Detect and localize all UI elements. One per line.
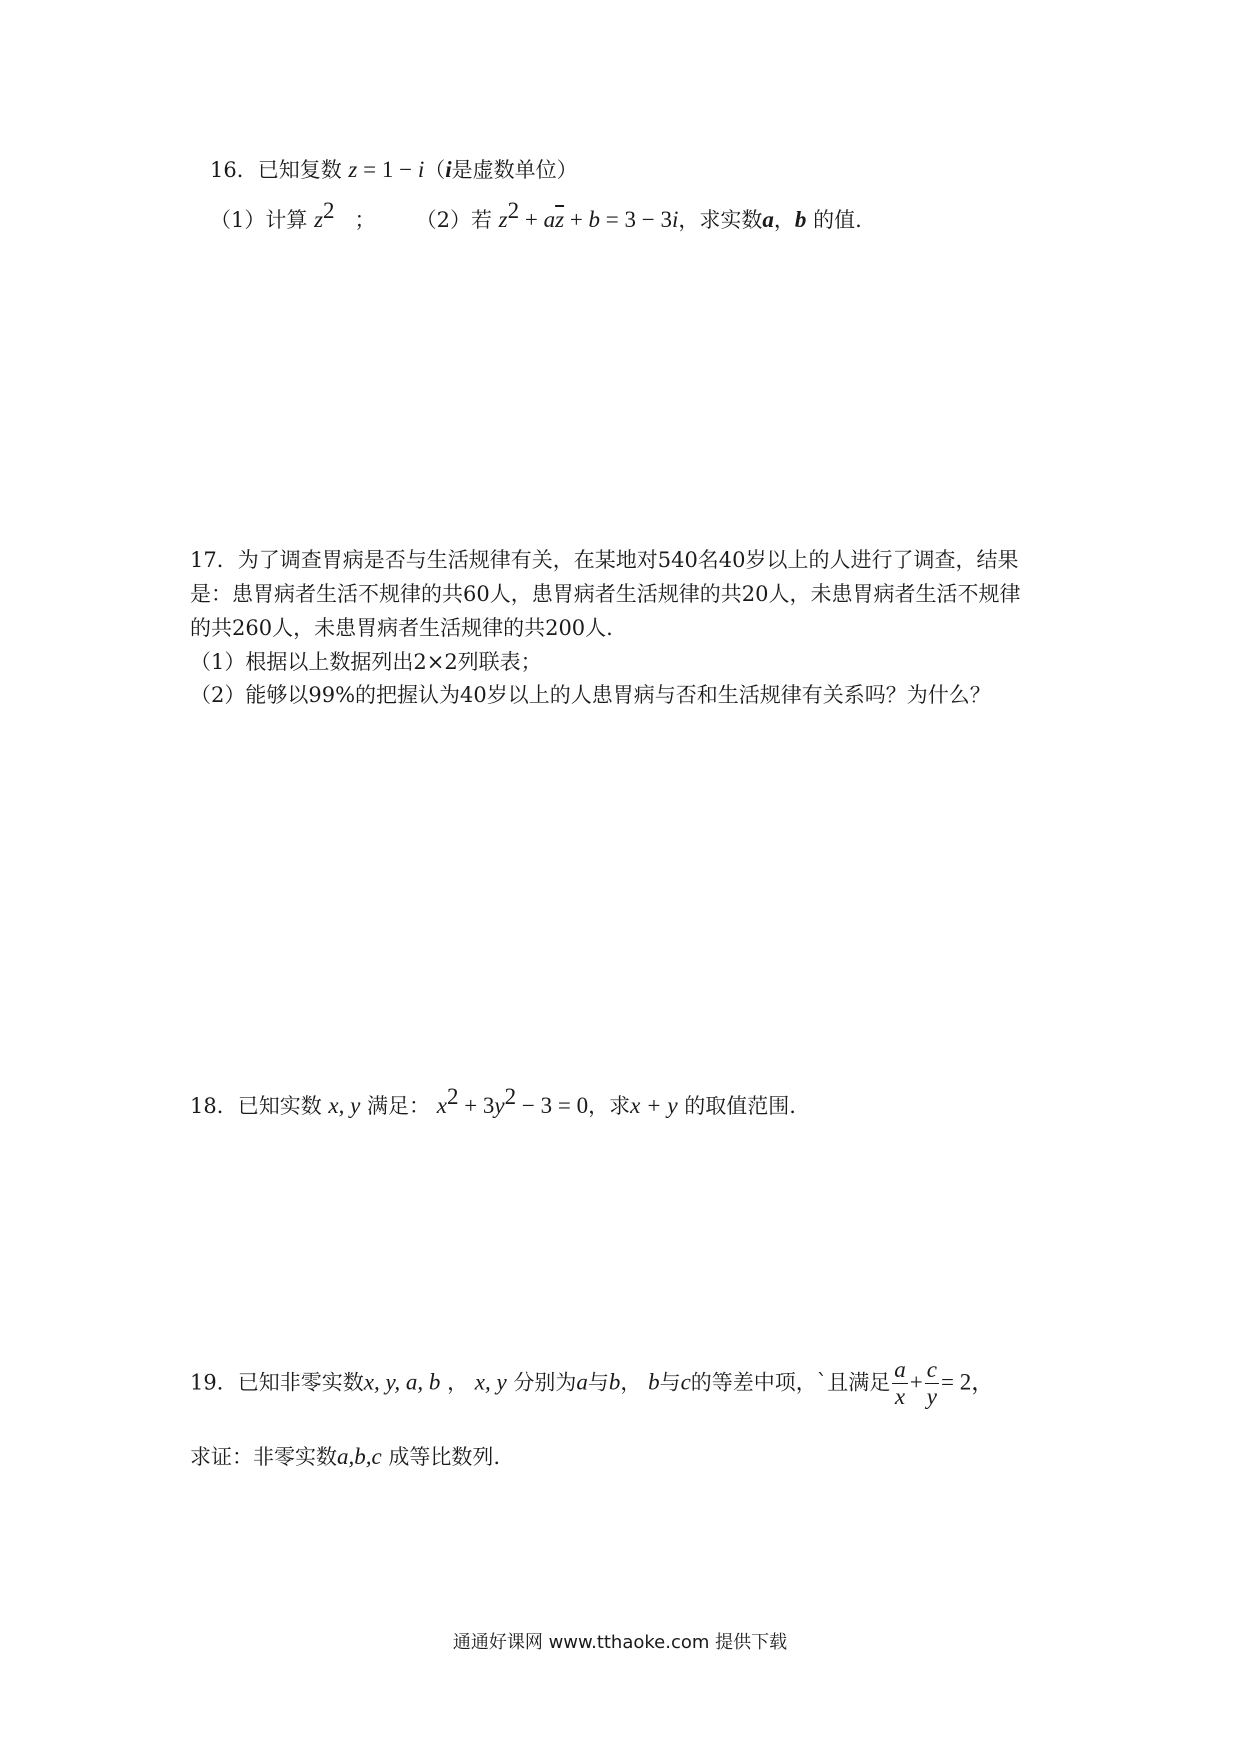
q16-line1: 16．已知复数 z = 1 − i（i是虚数单位） [210,157,578,182]
q19-frac-c-over-y: $\frac{c}{y}$ [926,1357,937,1410]
q16-text: 已知复数 [257,158,342,182]
q19-frac-a-over-x: $\frac{a}{x}$ [894,1357,906,1410]
q19-line2: 求证：非零实数a,b,c 成等比数列. [190,1444,501,1469]
q16-number: 16． [210,158,258,182]
q17-line1: 17．为了调查胃病是否与生活规律有关，在某地对540名40岁以上的人进行了调查，结果 [190,548,1019,572]
q18-line: 18．已知实数 x, y 满足： $x^2 + 3y^2 - 3 = 0$，求x + y 的取值范围. [190,1084,796,1118]
q17-part2: （2）能够以99%的把握认为40岁以上的人患胃病与否和生活规律有关系吗？为什么？ [190,683,991,707]
q19-line1: 19．已知非零实数x, y, a, b ， x, y 分别为a与b， b与c的等差中项，`且满足 $\frac{a}{x}$ + $\frac{c}{y}$ = 2， [190,1357,995,1410]
footer-watermark: 通通好课网 www.tthaoke.com 提供下载 [452,1632,788,1653]
q17-line3: 的共260人，未患胃病者生活规律的共200人. [190,616,613,640]
q16-i-symbol: i [445,157,452,182]
q16-part2: （2）若 [415,208,492,232]
q16-line2: （1）计算 $z^2$ ； （2）若 $z^2 + a\overline{z} + b = 3 - 3i$，求实数a，b 的值. [210,198,862,232]
q16-part1: （1）计算 [210,208,308,232]
q19-number: 19． [190,1370,238,1395]
q17-part1: （1）根据以上数据列出2×2列联表； [190,650,542,674]
q18-number: 18． [190,1094,238,1118]
q17-line2: 是：患胃病者生活不规律的共60人，患胃病者生活规律的共20人，未患胃病者生活不规律 [190,582,1021,606]
q16-formula: z [348,157,358,182]
